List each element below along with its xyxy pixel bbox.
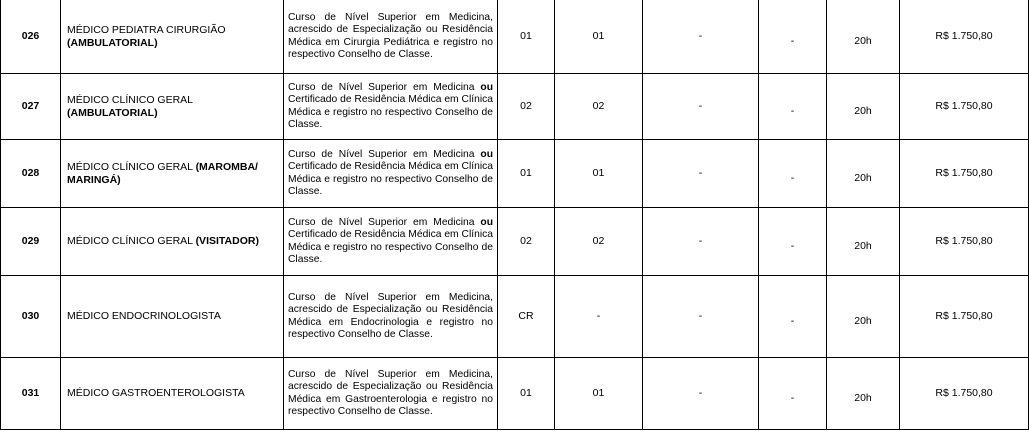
requirements	[284, 0, 498, 74]
workload-hours: 20h	[827, 140, 900, 208]
requirements-text: Curso de Nível Superior em Medicina	[288, 82, 475, 94]
position-code: 026	[1, 0, 61, 74]
workload-hours: 20h	[827, 0, 900, 74]
salary: R$ 1.750,80	[900, 276, 1029, 358]
vacancies-ampla: 02	[555, 74, 643, 140]
vacancies: 02	[498, 74, 555, 140]
workload-hours: 20h	[827, 74, 900, 140]
position-title-qualifier: (MAROMBA/ MARINGÁ)	[67, 160, 258, 186]
requirements-text: Curso de Nível Superior em Medicina, acrescido de Especialização ou Residência Médica em Endocrinologia e registro no respectivo Conselho de Classe.	[288, 292, 493, 340]
vacancies-pcd: -	[643, 0, 759, 74]
requirements-text: Curso de Nível Superior em Medicina, acrescido de Especialização ou Residência Médica em Gastroenterologia e registro no respectivo Conselho de Classe.	[288, 369, 493, 417]
requirements-text: Curso de Nível Superior em Medicina, acrescido de Especialização ou Residência Médica em Cirurgia Pediátrica e registro no respectivo Conselho de Classe.	[288, 12, 493, 60]
workload-hours: 20h	[827, 276, 900, 358]
position-code: 029	[1, 208, 61, 276]
position-title	[61, 358, 284, 430]
vacancies-other: -	[759, 140, 827, 208]
requirements	[284, 74, 498, 140]
vacancies-pcd: -	[643, 358, 759, 430]
salary: R$ 1.750,80	[900, 208, 1029, 276]
table-row	[1, 140, 1029, 208]
salary: R$ 1.750,80	[900, 74, 1029, 140]
position-title-text: MÉDICO CLÍNICO GERAL	[67, 235, 193, 247]
requirements	[284, 208, 498, 276]
position-title	[61, 0, 284, 74]
vacancies-ampla: -	[555, 276, 643, 358]
table-row	[1, 358, 1029, 430]
requirements-or: ou	[480, 217, 493, 229]
position-code: 028	[1, 140, 61, 208]
table-row	[1, 74, 1029, 140]
position-title	[61, 140, 284, 208]
vacancies-ampla: 02	[555, 208, 643, 276]
requirements-text: Certificado de Residência Médica em Clínica Médica e registro no respectivo Conselho de Classe.	[288, 94, 493, 130]
salary: R$ 1.750,80	[900, 0, 1029, 74]
position-title-qualifier: (AMBULATORIAL)	[67, 106, 158, 119]
vacancies-other: -	[759, 358, 827, 430]
vacancies-ampla: 01	[555, 0, 643, 74]
requirements-text: Curso de Nível Superior em Medicina	[288, 149, 475, 161]
requirements	[284, 358, 498, 430]
requirements	[284, 140, 498, 208]
vacancies-pcd: -	[643, 208, 759, 276]
position-title-text: MÉDICO PEDIATRA CIRURGIÃO	[67, 23, 226, 36]
position-title-text: MÉDICO ENDOCRINOLOGISTA	[67, 310, 221, 322]
vacancies-ampla: 01	[555, 140, 643, 208]
position-title-text: MÉDICO CLÍNICO GERAL	[67, 93, 193, 106]
table-row	[1, 0, 1029, 74]
vacancies: CR	[498, 276, 555, 358]
position-title	[61, 276, 284, 358]
vacancies: 01	[498, 140, 555, 208]
position-code: 027	[1, 74, 61, 140]
position-title-qualifier: (AMBULATORIAL)	[67, 36, 158, 49]
vacancies-other: -	[759, 208, 827, 276]
table-row	[1, 208, 1029, 276]
vacancies-other: -	[759, 276, 827, 358]
requirements	[284, 276, 498, 358]
table-row	[1, 276, 1029, 358]
workload-hours: 20h	[827, 208, 900, 276]
requirements-text: Curso de Nível Superior em Medicina	[288, 217, 475, 229]
vacancies: 02	[498, 208, 555, 276]
salary: R$ 1.750,80	[900, 358, 1029, 430]
requirements-or: ou	[480, 149, 493, 161]
vacancies-pcd: -	[643, 74, 759, 140]
vacancies-ampla: 01	[555, 358, 643, 430]
requirements-or: ou	[480, 82, 493, 94]
position-title-qualifier: (VISITADOR)	[195, 235, 259, 247]
position-title-text: MÉDICO GASTROENTEROLOGISTA	[67, 387, 245, 399]
vacancies-other: -	[759, 74, 827, 140]
salary: R$ 1.750,80	[900, 140, 1029, 208]
vacancies-other: -	[759, 0, 827, 74]
vacancies: 01	[498, 358, 555, 430]
requirements-text: Certificado de Residência Médica em Clínica Médica e registro no respectivo Conselho de Classe.	[288, 161, 493, 197]
position-title	[61, 74, 284, 140]
requirements-text: Certificado de Residência Médica em Clínica Médica e registro no respectivo Conselho de Classe.	[288, 229, 493, 265]
position-title	[61, 208, 284, 276]
vacancies: 01	[498, 0, 555, 74]
position-code: 031	[1, 358, 61, 430]
workload-hours: 20h	[827, 358, 900, 430]
position-title-text: MÉDICO CLÍNICO GERAL	[67, 160, 193, 173]
vacancies-pcd: -	[643, 276, 759, 358]
position-code: 030	[1, 276, 61, 358]
vacancies-pcd: -	[643, 140, 759, 208]
